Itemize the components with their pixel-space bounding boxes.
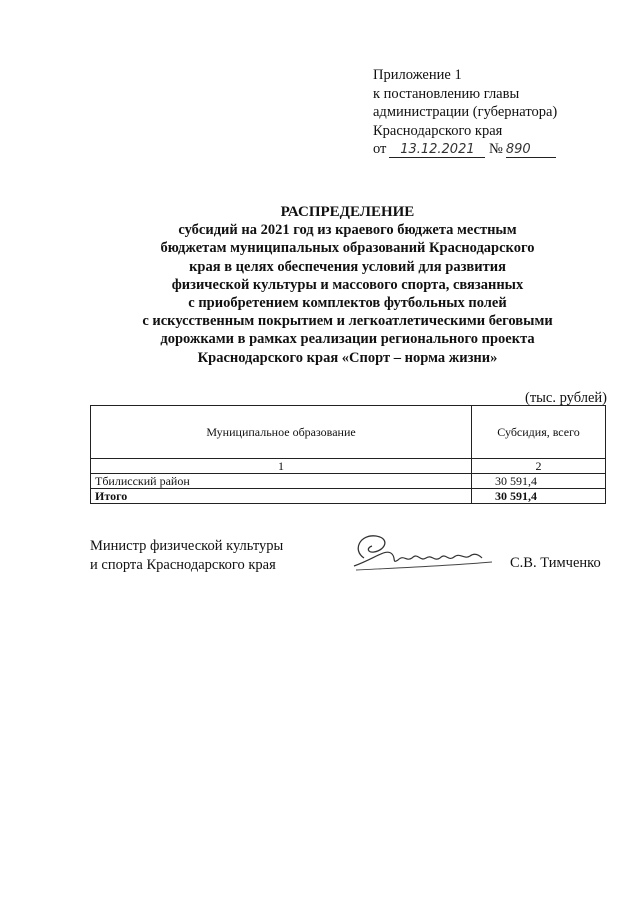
annex-line-3: администрации (губернатора) [373,104,558,120]
row-subsidy: 30 591,4 [472,474,606,489]
subsidy-table [90,405,606,504]
title-line: дорожками в рамках реализации регионального проекта [160,331,535,348]
column-number-row [91,459,606,474]
title-line: физической культуры и массового спорта, связанных [171,276,524,293]
document-title [90,203,605,367]
annex-line-2: к постановлению главы [373,85,520,102]
annex-number-label: № [489,141,503,157]
annex-date: 13.12.2021 [389,142,485,158]
total-label: Итого [91,489,472,504]
title-line: края в целях обеспечения условий для развития [189,258,506,275]
signatory-position [90,537,283,574]
row-municipality: Тбилисский район [91,474,472,489]
annex-block [373,66,557,159]
title-line: с приобретением комплектов футбольных полей [188,295,507,312]
table-header-row [91,406,606,459]
title-line: бюджетам муниципальных образований Краснодарского [160,240,535,257]
signatory-name: С.В. Тимченко [510,555,601,571]
units-label: (тыс. рублей) [525,390,607,406]
total-value: 30 591,4 [472,489,606,504]
annex-from-label: от [373,141,387,157]
annex-line-1: Приложение 1 [373,67,462,83]
position-line-2: и спорта Краснодарского края [90,556,276,573]
title-line: с искусственным покрытием и легкоатлетическими беговыми [142,313,553,330]
annex-date-line [373,140,557,159]
annex-number: 890 [506,142,556,158]
column-number-2: 2 [472,459,606,474]
header-municipality: Муниципальное образование [91,406,472,459]
title-heading: РАСПРЕДЕЛЕНИЕ [280,204,415,220]
table-row [91,474,606,489]
title-line: Краснодарского края «Спорт – норма жизни» [197,349,498,366]
header-subsidy: Субсидия, всего [472,406,606,459]
column-number-1: 1 [91,459,472,474]
annex-line-4: Краснодарского края [373,122,503,139]
title-line: субсидий на 2021 год из краевого бюджета местным [178,222,517,239]
total-row [91,489,606,504]
position-line-1: Министр физической культуры [90,538,284,554]
handwritten-signature [346,528,496,576]
